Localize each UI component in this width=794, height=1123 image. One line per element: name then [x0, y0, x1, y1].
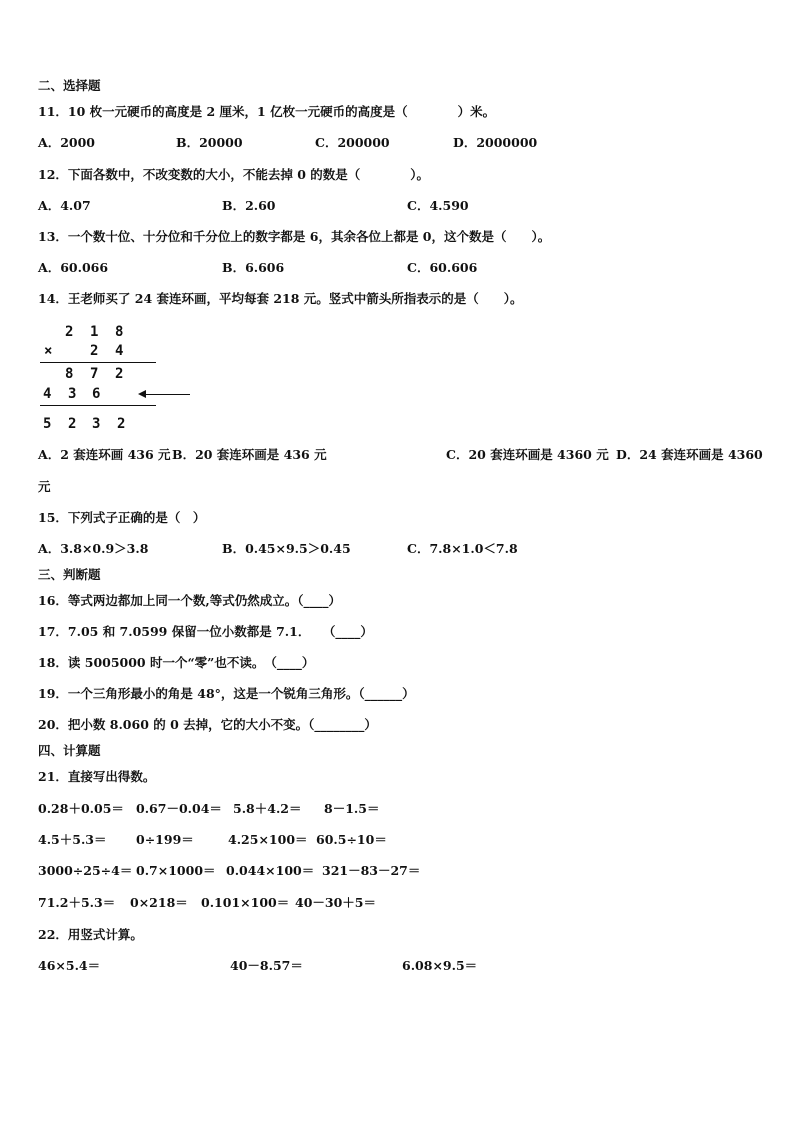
calc-item: 0.7×1000＝: [136, 863, 216, 878]
q11-option-b: B．20000: [176, 135, 243, 150]
q11-option-a: A．2000: [38, 135, 95, 150]
calc-item: 321－83－27＝: [322, 863, 421, 878]
product-digit: 5: [43, 416, 52, 432]
q15-option-a: A．3.8×0.9＞3.8: [38, 541, 149, 556]
calc-item: 8－1.5＝: [324, 801, 380, 816]
question-22-stem: 22．用竖式计算。: [38, 927, 143, 942]
q13-option-c: C．60.606: [407, 260, 478, 275]
multiplier-digit: 4: [115, 343, 124, 359]
multiplicand-digit: 1: [90, 324, 99, 340]
q14-option-d-tail: 元: [38, 479, 51, 494]
q12-option-b: B．2.60: [222, 198, 276, 213]
partial-product-digit: 2: [115, 366, 124, 382]
multiplier-digit: 2: [90, 343, 99, 359]
calc-item: 0.101×100＝: [201, 895, 290, 910]
arrow-line: [144, 394, 190, 395]
question-13-stem: 13．一个数十位、十分位和千分位上的数字都是 6，其余各位上都是 0，这个数是（ ）。: [38, 229, 551, 244]
column-calc-item: 6.08×9.5＝: [402, 958, 478, 973]
calc-item: 60.5÷10＝: [316, 832, 387, 847]
calc-item: 4.5＋5.3＝: [38, 832, 107, 847]
partial-product-digit: 8: [65, 366, 74, 382]
calc-item: 71.2＋5.3＝: [38, 895, 116, 910]
question-14-stem: 14．王老师买了 24 套连环画，平均每套 218 元。竖式中箭头所指表示的是（ ）。: [38, 291, 523, 306]
multiplicand-digit: 8: [115, 324, 124, 340]
q15-option-b: B．0.45×9.5＞0.45: [222, 541, 351, 556]
calc-item: 0×218＝: [130, 895, 188, 910]
q13-option-a: A．60.066: [38, 260, 109, 275]
section-title-choice: 二、选择题: [38, 78, 101, 93]
column-calc-item: 40－8.57＝: [230, 958, 303, 973]
q14-option-d: D．24 套连环画是 4360: [616, 447, 763, 462]
product-digit: 2: [117, 416, 126, 432]
vertical-rule-bottom: [40, 405, 156, 406]
partial-product-digit: 6: [92, 386, 101, 402]
partial-product-digit: 7: [90, 366, 99, 382]
section-title-calc: 四、计算题: [38, 743, 101, 758]
calc-item: 0.28＋0.05＝: [38, 801, 124, 816]
q14-option-a: A．2 套连环画 436 元: [38, 447, 171, 462]
product-digit: 3: [92, 416, 101, 432]
q14-option-b: B．20 套连环画是 436 元: [172, 447, 327, 462]
times-sign: ×: [44, 343, 53, 359]
calc-item: 40－30＋5＝: [295, 895, 376, 910]
judge-item-18: 18．读 5005000 时一个“零”也不读。 （____）: [38, 655, 315, 670]
question-11-stem: 11．10 枚一元硬币的高度是 2 厘米，1 亿枚一元硬币的高度是（ ）米。: [38, 104, 496, 119]
q11-option-d: D．2000000: [453, 135, 538, 150]
calc-item: 0÷199＝: [136, 832, 194, 847]
judge-item-16: 16．等式两边都加上同一个数,等式仍然成立。（____）: [38, 593, 341, 608]
question-21-stem: 21．直接写出得数。: [38, 769, 156, 784]
calc-item: 0.67－0.04＝: [136, 801, 222, 816]
section-title-judge: 三、判断题: [38, 567, 101, 582]
judge-item-17: 17．7.05 和 7.0599 保留一位小数都是 7.1． （____）: [38, 624, 373, 639]
q12-option-c: C．4.590: [407, 198, 469, 213]
q13-option-b: B．6.606: [222, 260, 285, 275]
product-digit: 2: [68, 416, 77, 432]
vertical-rule-top: [40, 362, 156, 363]
calc-item: 3000÷25÷4＝: [38, 863, 133, 878]
q11-option-c: C．200000: [315, 135, 390, 150]
q15-option-c: C．7.8×1.0＜7.8: [407, 541, 518, 556]
partial-product-digit: 4: [43, 386, 52, 402]
judge-item-20: 20．把小数 8.060 的 0 去掉，它的大小不变。（________）: [38, 717, 377, 732]
partial-product-digit: 3: [68, 386, 77, 402]
column-calc-item: 46×5.4＝: [38, 958, 101, 973]
q12-option-a: A．4.07: [38, 198, 91, 213]
q14-option-c: C．20 套连环画是 4360 元: [446, 447, 609, 462]
question-15-stem: 15．下列式子正确的是（ ）: [38, 510, 206, 525]
calc-item: 5.8＋4.2＝: [233, 801, 302, 816]
calc-item: 4.25×100＝: [228, 832, 308, 847]
calc-item: 0.044×100＝: [226, 863, 315, 878]
multiplicand-digit: 2: [65, 324, 74, 340]
question-12-stem: 12．下面各数中，不改变数的大小，不能去掉 0 的数是（ ）。: [38, 167, 430, 182]
judge-item-19: 19．一个三角形最小的角是 48°，这是一个锐角三角形。（______）: [38, 686, 415, 701]
